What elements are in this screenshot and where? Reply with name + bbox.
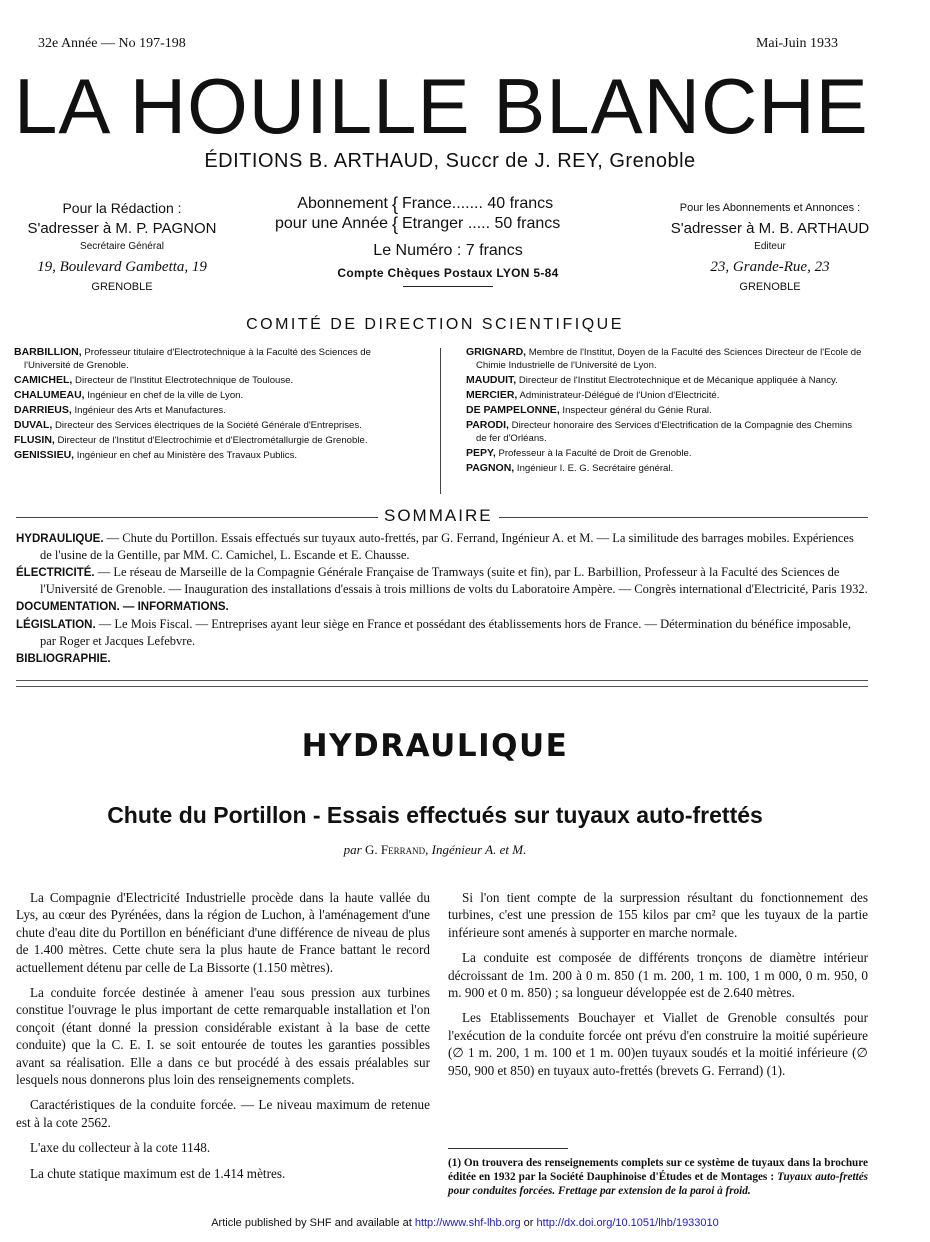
ads-block bbox=[650, 198, 890, 294]
member-description: Ingénieur en chef de la ville de Lyon. bbox=[87, 390, 244, 401]
committee-member bbox=[14, 404, 412, 417]
section-title: HYDRAULIQUE bbox=[301, 728, 569, 764]
ads-city: GRENOBLE bbox=[739, 281, 801, 293]
member-name: MAUDUIT, bbox=[466, 374, 517, 386]
issue-line bbox=[38, 36, 838, 52]
member-name: DARRIEUS, bbox=[14, 404, 72, 416]
committee-member bbox=[14, 449, 412, 462]
summary-list bbox=[16, 530, 868, 668]
article-paragraph: Si l'on tient compte de la surpression résultant du fonctionnement des turbines, c'est une pression de 155 kilos par cm² que les tuyaux de la partie inférieure sont amenés à supporter en marche normale. bbox=[448, 890, 868, 940]
divider bbox=[16, 680, 868, 681]
credit-middle: or bbox=[523, 1217, 534, 1229]
member-name: BARBILLION, bbox=[14, 346, 82, 358]
summary-entry bbox=[16, 650, 868, 667]
committee-member bbox=[14, 434, 412, 447]
summary-heading bbox=[0, 506, 930, 528]
column-divider bbox=[440, 348, 441, 494]
member-description: Directeur des Services électriques de la Société Générale d'Entreprises. bbox=[54, 420, 362, 431]
summary-title: SOMMAIRE bbox=[378, 506, 499, 526]
footnote bbox=[448, 1156, 868, 1198]
member-name: DUVAL, bbox=[14, 419, 53, 431]
summary-entry-heading: DOCUMENTATION. — INFORMATIONS. bbox=[16, 601, 229, 613]
committee-member bbox=[14, 374, 412, 387]
ads-role: Editeur bbox=[754, 241, 786, 252]
member-description: Ingénieur en chef au Ministère des Travaux Publics. bbox=[76, 450, 298, 461]
issue-price: Le Numéro : 7 francs bbox=[373, 242, 523, 259]
ads-address: 23, Grande-Rue, 23 bbox=[710, 259, 830, 275]
article-paragraph: L'axe du collecteur à la cote 1148. bbox=[30, 1140, 211, 1156]
summary-entry-heading: HYDRAULIQUE. bbox=[16, 533, 104, 545]
ads-contact: S'adresser à M. B. ARTHAUD bbox=[670, 220, 870, 237]
divider bbox=[16, 686, 868, 687]
member-name: PARODI, bbox=[466, 419, 509, 431]
committee-member bbox=[466, 462, 864, 475]
summary-entry-text: — Le réseau de Marseille de la Compagnie Générale Française de Tramways (suite et fin), par L. Barbillion, Professeur à la Faculté des Sciences de l'Université de Grenoble. — Inauguration des installations d'essais à trois millions de volts du Laboratoire Ampère. — Congrès international d'Electricité, Paris 1932. bbox=[40, 565, 868, 596]
summary-entry-heading: ÉLECTRICITÉ. bbox=[16, 567, 95, 579]
article-paragraph: La conduite est composée de différents tronçons de diamètre intérieur décroissant de 1m. 200 à 0 m. 850 (1 m. 200, 1 m. 100, 1 m 000, 0 m. 950, 0 m. 900 et 0 m. 850) ; sa longueur développée est de 2.640 mètres. bbox=[448, 950, 868, 1001]
member-name: FLUSIN, bbox=[14, 434, 55, 446]
divider bbox=[403, 286, 493, 287]
footnote-italic: Tuyaux auto-frettés pour conduites forcées. Frettage par extension de la paroi à froid. bbox=[448, 1171, 869, 1197]
summary-entry bbox=[16, 598, 868, 615]
article-column-left bbox=[16, 889, 430, 1190]
article-paragraph: Caractéristiques de la conduite forcée. — Le niveau maximum de retenue est à la cote 2562. bbox=[16, 1097, 430, 1130]
redaction-block bbox=[10, 198, 234, 294]
member-name: DE PAMPELONNE, bbox=[466, 404, 560, 416]
member-description: Professeur à la Faculté de Droit de Grenoble. bbox=[498, 448, 692, 459]
article-paragraph: La conduite forcée destinée à amener l'eau sous pression aux turbines constitue l'ouvrage le plus important de cette remarquable installation et l'on conçoit (étant donné la pression considérable existant à la base de cette conduite) que la C. E. I. se soit entourée de toutes les garanties possibles avant sa réalisation. Elle a dans ce but procédé à des essais préalables sur lesquels nous donnerons plus loin des renseignements complets. bbox=[16, 985, 430, 1088]
price-france: France....... 40 francs bbox=[402, 195, 554, 212]
committee-member bbox=[14, 346, 412, 372]
committee-title: COMITÉ DE DIRECTION SCIENTIFIQUE bbox=[246, 316, 624, 333]
subscription-block bbox=[248, 194, 648, 287]
committee-member bbox=[14, 419, 412, 432]
committee-member bbox=[14, 389, 412, 402]
committee-member bbox=[466, 389, 864, 402]
member-description: Inspecteur général du Génie Rural. bbox=[562, 405, 712, 416]
member-name: GRIGNARD, bbox=[466, 346, 527, 358]
article-title: Chute du Portillon - Essais effectués sur tuyaux auto-frettés bbox=[107, 802, 763, 828]
byline-author: G. Ferrand, bbox=[364, 842, 429, 857]
committee-member bbox=[466, 419, 864, 445]
issue-date: Mai-Juin 1933 bbox=[755, 36, 838, 51]
brace-glyph: { bbox=[391, 194, 398, 214]
article-paragraph: La chute statique maximum est de 1.414 mètres. bbox=[30, 1165, 286, 1181]
member-name: CHALUMEAU, bbox=[14, 389, 85, 401]
summary-entry bbox=[16, 616, 868, 649]
member-name: CAMICHEL, bbox=[14, 374, 73, 386]
masthead-title: LA HOUILLE BLANCHE bbox=[14, 62, 869, 150]
member-name: PEPY, bbox=[466, 447, 496, 459]
credit-link-doi[interactable]: http://dx.doi.org/10.1051/lhb/1933010 bbox=[536, 1217, 719, 1229]
redaction-contact: S'adresser à M. P. PAGNON bbox=[27, 220, 217, 237]
article-paragraph: Les Etablissements Bouchayer et Viallet de Grenoble consultés pour l'exécution de la conduite forcée ont prévu d'en construire la moitié supérieure (∅ 1 m. 200, 1 m. 100 et 1 m. 00)en tuyaux soudés et la moitié inférieure (∅ 950, 900 et 850) en tuyaux auto-frettés (brevets G. Ferrand) (1). bbox=[448, 1010, 868, 1078]
article-column-right bbox=[448, 889, 868, 1087]
summary-entry-heading: BIBLIOGRAPHIE. bbox=[16, 653, 111, 665]
committee-list-left bbox=[14, 346, 412, 464]
committee-list-right bbox=[466, 346, 864, 477]
member-description: Directeur de l'Institut Electrotechnique et de Mécanique appliquée à Nancy. bbox=[518, 375, 838, 386]
summary-entry-text: — Chute du Portillon. Essais effectués sur tuyaux auto-frettés, par G. Ferrand, Ingénieur A. et M. — La similitude des barrages mobiles. Expériences de l'usine de la Gentille, par MM. C. Camichel, L. Escande et E. Chausse. bbox=[40, 531, 854, 562]
footnote-rule bbox=[448, 1148, 568, 1149]
credit-line bbox=[0, 1217, 930, 1229]
byline-role: Ingénieur A. et M. bbox=[431, 842, 527, 857]
byline-prefix: par bbox=[343, 842, 362, 857]
ads-label: Pour les Abonnements et Annonces : bbox=[679, 202, 861, 214]
subscription-label-2: pour une Année bbox=[275, 215, 388, 232]
member-description: Administrateur-Délégué de l'Union d'Electricité. bbox=[519, 390, 720, 401]
summary-entry bbox=[16, 564, 868, 597]
member-description: Professeur titulaire d'Electrotechnique à la Faculté des Sciences de l'Université de Grenoble. bbox=[24, 347, 371, 371]
member-description: Ingénieur des Arts et Manufactures. bbox=[74, 405, 226, 416]
credit-prefix: Article published by SHF and available at bbox=[211, 1217, 412, 1229]
redaction-label: Pour la Rédaction : bbox=[62, 200, 182, 216]
member-name: PAGNON, bbox=[466, 462, 515, 474]
member-description: Directeur de l'Institut Electrotechnique de Toulouse. bbox=[75, 375, 294, 386]
publisher-line: ÉDITIONS B. ARTHAUD, Succr de J. REY, Grenoble bbox=[204, 150, 696, 172]
issue-number: 32e Année — No 197-198 bbox=[38, 36, 186, 51]
summary-entry bbox=[16, 530, 868, 563]
member-description: Directeur de l'Institut d'Electrochimie et d'Electrométallurgie de Grenoble. bbox=[57, 435, 368, 446]
credit-link-site[interactable]: http://www.shf-lhb.org bbox=[414, 1217, 521, 1229]
redaction-address: 19, Boulevard Gambetta, 19 bbox=[37, 259, 207, 275]
committee-member bbox=[466, 404, 864, 417]
subscription-label-1: Abonnement bbox=[297, 195, 388, 212]
member-description: Membre de l'Institut, Doyen de la Faculté des Sciences Directeur de l'Ecole de Chimie Industrielle de l'Université de Lyon. bbox=[476, 347, 862, 371]
member-name: MERCIER, bbox=[466, 389, 518, 401]
price-etranger: Etranger ..... 50 francs bbox=[402, 215, 561, 232]
member-name: GENISSIEU, bbox=[14, 449, 75, 461]
summary-entry-text: — Le Mois Fiscal. — Entreprises ayant leur siège en France et possédant des établissements hors de France. — Détermination du bénéfice imposable, par Roger et Jacques Lefebvre. bbox=[40, 617, 851, 648]
committee-member bbox=[466, 374, 864, 387]
committee-member bbox=[466, 346, 864, 372]
member-description: Ingénieur I. E. G. Secrétaire général. bbox=[516, 463, 674, 474]
redaction-role: Secrétaire Général bbox=[80, 241, 164, 252]
member-description: Directeur honoraire des Services d'Electrification de la Compagnie des Chemins de fer d'Orléans. bbox=[476, 420, 853, 444]
redaction-city: GRENOBLE bbox=[91, 281, 153, 293]
brace-glyph: { bbox=[391, 214, 398, 234]
footnote-text: (1) On trouvera des renseignements complets sur ce système de tuyaux dans la brochure éditée en 1932 par la Société Dauphinoise d'Études et de Montages : bbox=[448, 1157, 868, 1183]
byline bbox=[0, 842, 870, 858]
article-paragraph: La Compagnie d'Electricité Industrielle procède dans la haute vallée du Lys, au cœur des Pyrénées, dans la région de Luchon, à l'aménagement d'une chute d'eau dite du Portillon en bénéficiant d'une différence de niveau de plus de 1.400 mètres. Cette chute sera la plus haute de France battant le record actuellement détenu par celle de La Bissorte (1.150 mètres). bbox=[16, 890, 430, 975]
committee-member bbox=[466, 447, 864, 460]
postal-account: Compte Chèques Postaux LYON 5-84 bbox=[337, 266, 559, 280]
summary-entry-heading: LÉGISLATION. bbox=[16, 619, 96, 631]
